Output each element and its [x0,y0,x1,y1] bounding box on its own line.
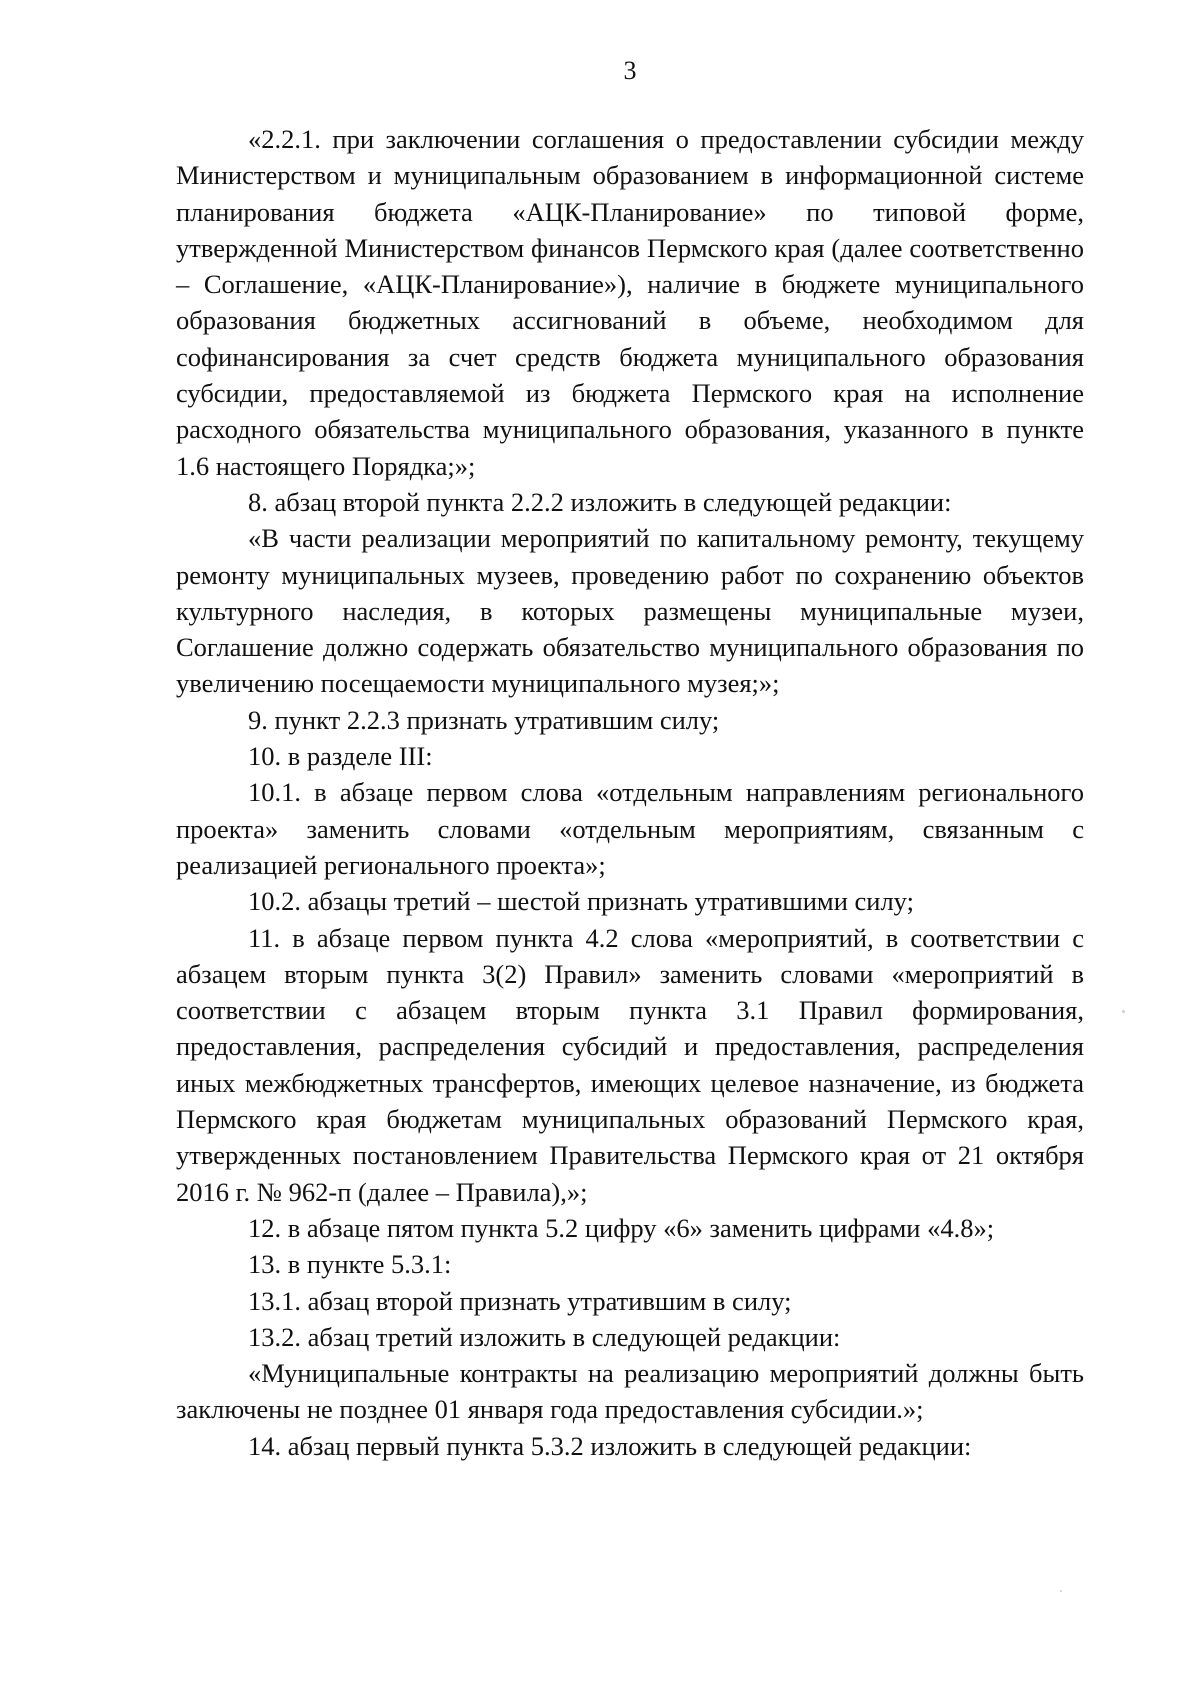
paragraph: «Муниципальные контракты на реализацию мероприятий должны быть заключены не позднее 01 января года предоставления субсидии.»; [176,1358,1084,1425]
paragraph: 14. абзац первый пункта 5.3.2 изложить в следующей редакции: [248,1430,972,1461]
paragraph: «2.2.1. при заключении соглашения о предоставлении субсидии между Министерством и муниципальным образованием в информационной системе планирования бюджета «АЦК-Планирование» по типовой форме, утвержденной Министерством финансов Пермского края (далее соответственно – Соглашение, «АЦК-Планирование»), наличие в бюджете муниципального образования бюджетных ассигнований в объеме, необходимом для софинансирования за счет средств бюджета муниципального образования субсидии, предоставляемой из бюджета Пермского края на исполнение расходного обязательства муниципального образования, указанного в пункте 1.6 настоящего Порядка;»; [176,124,1084,481]
paragraph: 13.1. абзац второй признать утратившим в силу; [248,1285,792,1316]
paragraph: «В части реализации мероприятий по капитальному ремонту, текущему ремонту муниципальных музеев, проведению работ по сохранению объектов культурного наследия, в которых размещены муниципальные музеи, Соглашение должно содержать обязательство муниципального образования по увеличению посещаемости муниципального музея;»; [176,523,1084,699]
paragraph: 10. в разделе III: [248,741,433,772]
document-body [176,121,1084,1464]
paragraph: 12. в абзаце пятом пункта 5.2 цифру «6» заменить цифрами «4.8»; [248,1212,995,1243]
paragraph: 11. в абзаце первом пункта 4.2 слова «мероприятий, в соответствии с абзацем вторым пункта 3(2) Правил» заменить словами «мероприятий в соответствии с абзацем вторым пункта 3.1 Правил формирования, предоставления, распределения субсидий и предоставления, распределения иных межбюджетных трансфертов, имеющих целевое назначение, из бюджета Пермского края бюджетам муниципальных образований Пермского края, утвержденных постановлением Правительства Пермского края от 21 октября 2016 г. № 962-п (далее – Правила),»; [176,922,1084,1207]
scan-speck [1060,1590,1062,1592]
paragraph: 13.2. абзац третий изложить в следующей редакции: [248,1321,841,1352]
page-number: 3 [623,56,637,85]
paragraph: 9. пункт 2.2.3 признать утратившим силу; [248,704,720,735]
paragraph: 10.1. в абзаце первом слова «отдельным направлениям регионального проекта» заменить словами «отдельным мероприятиям, связанным с реализацией регионального проекта»; [176,777,1084,880]
scan-speck [1122,1010,1125,1013]
paragraph: 10.2. абзацы третий – шестой признать утратившими силу; [248,886,914,917]
paragraph: 8. абзац второй пункта 2.2.2 изложить в следующей редакции: [248,486,952,517]
paragraph: 13. в пункте 5.3.1: [248,1249,452,1280]
